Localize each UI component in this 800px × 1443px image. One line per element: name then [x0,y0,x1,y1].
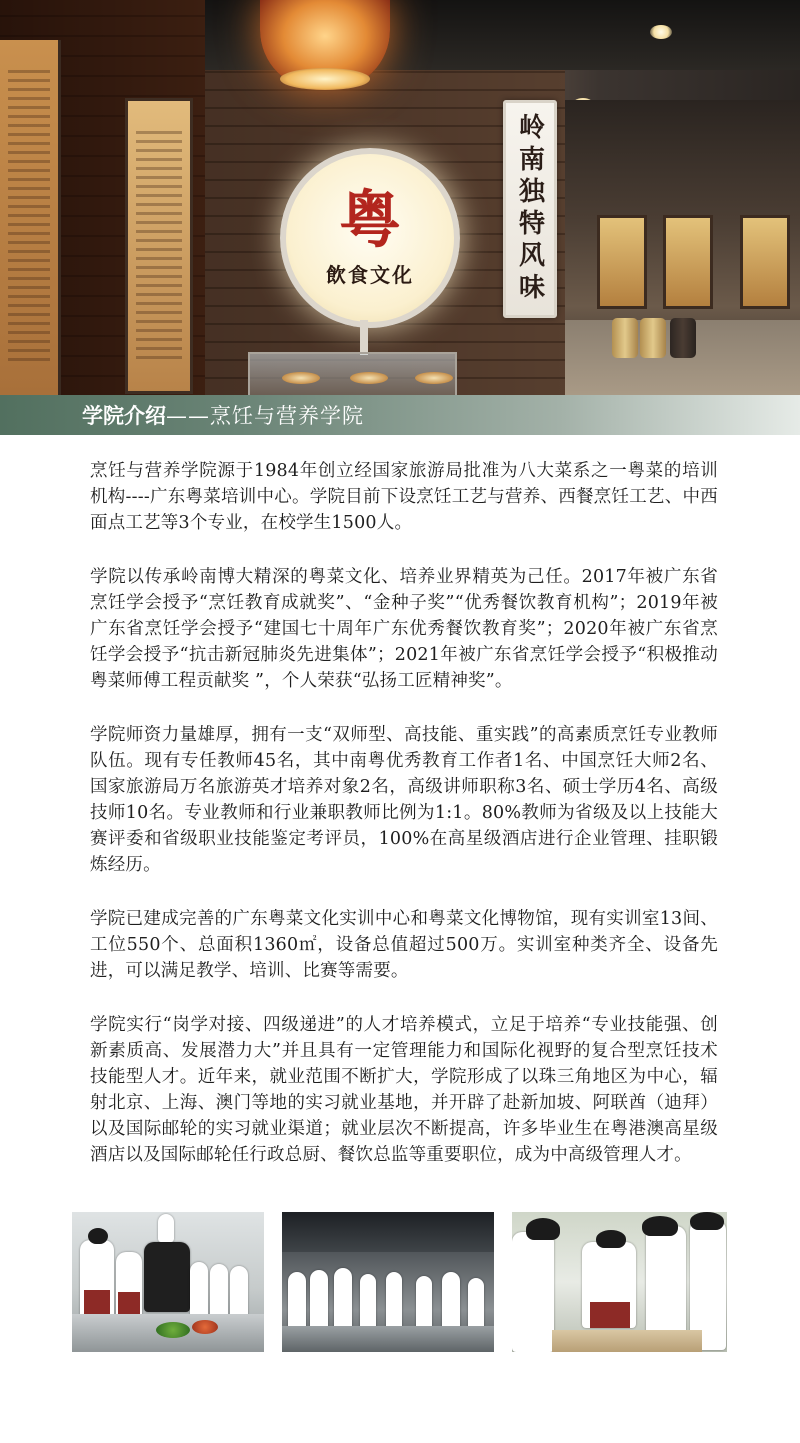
paragraph-awards: 学院以传承岭南博大精深的粤菜文化、培养业界精英为己任。2017年被广东省烹饪学会授予“烹饪教育成就奖”、“金种子奖”“优秀餐饮教育机构”；2019年被广东省烹饪学会授予“建国七十周年广东优秀餐饮教育奖”；2020年被广东省烹饪学会授予“抗击新冠肺炎先进集体”；2021年被广东省烹饪学会授予“积极推动粤菜师傅工程贡献奖 ”，个人荣获“弘扬工匠精神奖”。 [90,567,718,691]
bamboo-steamer [640,318,666,358]
vertical-sign [503,100,557,318]
bamboo-steamer [612,318,638,358]
section-title: 学院介绍 [82,404,166,428]
lantern-base [280,68,370,90]
paragraph-training-model: 学院实行“岗学对接、四级递进”的人才培养模式，立足于培养“专业技能强、创新素质高、发展潜力大”并且具有一定管理能力和国际化视野的复合型烹饪技术技能型人才。近年来，就业范围不断扩大，学院形成了以珠三角地区为中心，辐射北京、上海、澳门等地的实习就业基地，并开辟了赴新加坡、阿联酋（迪拜）以及国际邮轮的实习就业渠道；就业层次不断提高，许多毕业生在粤港澳高星级酒店以及国际邮轮任行政总厨、餐饮总监等重要职位，成为中高级管理人才。 [90,1015,718,1165]
photo-pastry-practice [512,1212,727,1352]
section-title-bar [0,395,800,435]
paragraph-faculty: 学院师资力量雄厚，拥有一支“双师型、高技能、重实践”的高素质烹饪专业教师队伍。现有专任教师45名，其中南粤优秀教育工作者1名、中国烹饪大师2名、国家旅游局万名旅游英才培养对象2名，高级讲师职称3名、硕士学历4名、高级技师10名。专业教师和行业兼职教师比例为1:1。80%教师为省级及以上技能大赛评委和省级职业技能鉴定考评员，100%在高星级酒店进行企业管理、挂职锻炼经历。 [90,725,718,875]
emblem-stand [360,320,368,355]
student-cap [526,1218,560,1240]
clay-pot [670,318,696,358]
chef-tall-hat [158,1214,174,1242]
student-figure [646,1226,686,1346]
student-cap [642,1216,678,1236]
vertical-sign-text: 岭南独特风味 [514,113,545,305]
chef-instructor [144,1242,190,1312]
dish-exhibit [282,372,320,384]
exhibit-frame [663,215,713,309]
section-subtitle: ——烹饪与营养学院 [166,404,364,428]
hero-photo-museum-hall [0,0,800,395]
pastry-board [552,1330,702,1352]
dish-exhibit [415,372,453,384]
paragraph-facilities: 学院已建成完善的广东粤菜文化实训中心和粤菜文化博物馆，现有实训室13间、工位550个、总面积1360㎡，设备总值超过500万。实训室种类齐全、设备先进，可以满足教学、培训、比赛等需要。 [90,909,718,981]
kitchen-hood [282,1212,494,1252]
vegetable-plate [192,1320,218,1334]
steel-workbench [282,1326,494,1352]
intro-text [90,458,718,1196]
exhibit-frame [740,215,790,309]
dish-exhibit [350,372,388,384]
emblem-character: 粤 [338,182,401,256]
chef-apron [590,1302,630,1328]
paragraph-history: 烹饪与营养学院源于1984年创立经国家旅游局批准为八大菜系之一粤菜的培训机构----广东粤菜培训中心。学院目前下设烹饪工艺与营养、西餐烹饪工艺、中西面点工艺等3个专业，在校学生1500人。 [90,461,718,533]
student-figure [512,1232,554,1352]
photo-training-kitchen [282,1212,494,1352]
cuisine-culture-emblem [280,148,460,328]
exhibit-panel [0,40,61,395]
exhibit-frame [597,215,647,309]
student-cap [690,1212,724,1230]
ceiling-light [650,25,672,39]
chef-cap [596,1230,626,1248]
emblem-caption: 飲食文化 [326,262,414,287]
chef-hat [88,1228,108,1244]
chef-figure [190,1262,208,1322]
photo-chef-demonstration [72,1212,264,1352]
vegetable-plate [156,1322,190,1338]
exhibit-panel [125,98,193,394]
